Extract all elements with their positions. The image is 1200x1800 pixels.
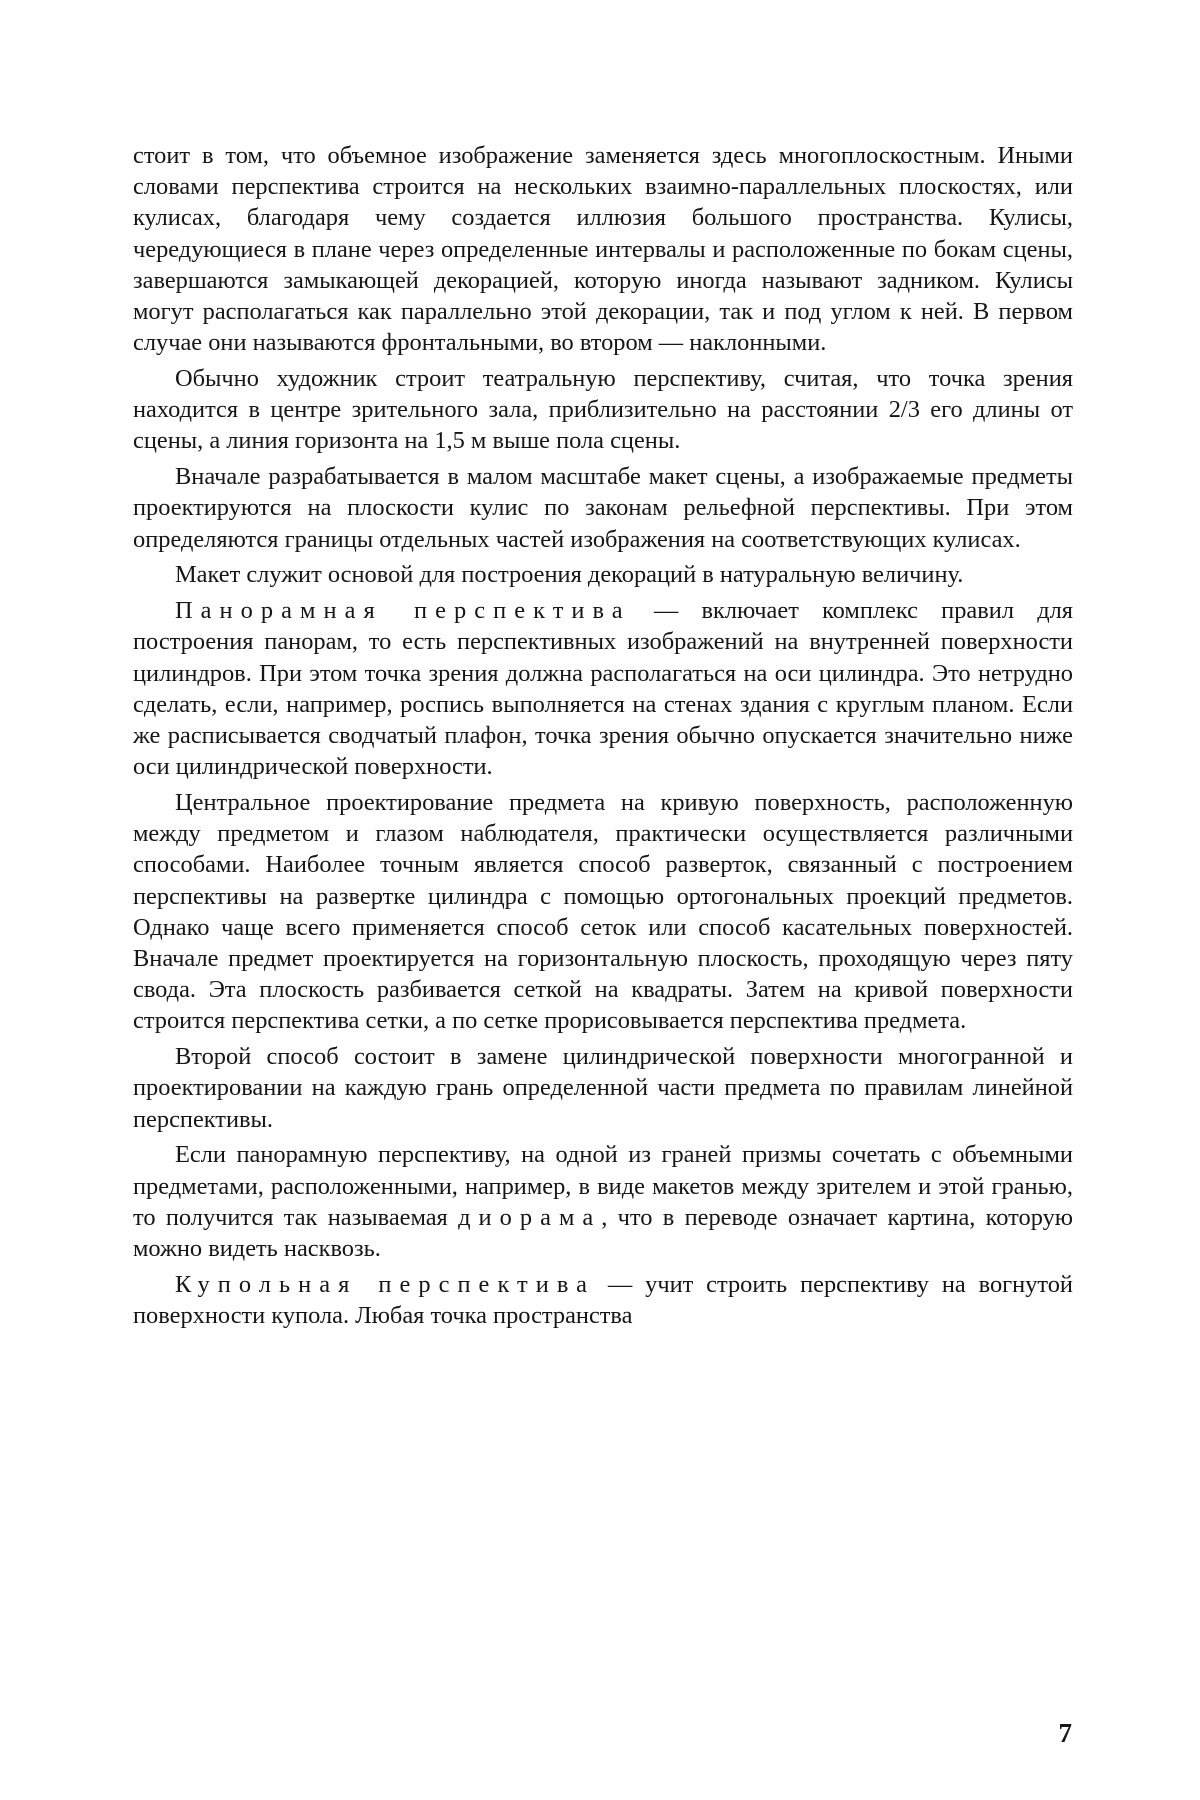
text-run: — включает комплекс правил для построения панорам, то есть перспективных изображений на внутренней поверхности цилиндров. При этом точка зрения должна располагаться на оси цилиндра. Это нетрудно сделать, если, например, роспись выполняется на стенах здания с круглым планом. Если же расписывается сводчатый плафон, точка зрения обычно опускается значительно ниже оси цилиндрической поверхности. (133, 597, 1073, 781)
body-text (133, 140, 1073, 1336)
text-run: стоит в том, что объемное изображение заменяется здесь многоплоскостным. Иными словами перспектива строится на нескольких взаимно-параллельных плоскостях, или кулисах, благодаря чему создается иллюзия большого пространства. Кулисы, чередующиеся в плане через определенные интервалы и расположенные по бокам сцены, завершаются замыкающей декорацией, которую иногда называют задником. Кулисы могут располагаться как параллельно этой декорации, так и под углом к ней. В первом случае они называются фронтальными, во втором — наклонными. (133, 142, 1073, 357)
spaced-term: Купольная перспектива (175, 1270, 595, 1298)
page-number: 7 (1058, 1718, 1072, 1748)
paragraph (133, 461, 1073, 555)
paragraph (133, 1041, 1073, 1135)
paragraph (133, 140, 1073, 358)
paragraph (133, 559, 1073, 590)
paragraph (133, 363, 1073, 457)
paragraph (133, 595, 1073, 782)
text-run: Если панорамную перспективу, на одной из граней призмы сочетать с объемными предметами, расположенными, например, в виде макетов между зрителем и этой гранью, то получится так называемая (133, 1141, 1073, 1231)
text-run: Вначале разрабатывается в малом масштабе макет сцены, а изображаемые предметы проектируются на плоскости кулис по законам рельефной перспективы. При этом определяются границы отдельных частей изображения на соответствующих кулисах. (133, 463, 1073, 553)
text-run: Макет служит основой для построения декораций в натуральную величину. (175, 561, 964, 589)
text-run: Второй способ состоит в замене цилиндрической поверхности многогранной и проектировании на каждую грань определенной части предмета по правилам линейной перспективы. (133, 1043, 1073, 1133)
text-run: Центральное проектирование предмета на кривую поверхность, расположенную между предметом и глазом наблюдателя, практически осуществляется различными способами. Наиболее точным является способ разверток, связанный с построением перспективы на развертке цилиндра с помощью ортогональных проекций предметов. Однако чаще всего применяется способ сеток или способ касательных поверхностей. Вначале предмет проектируется на горизонтальную плоскость, проходящую через пяту свода. Эта плоскость разбивается сеткой на квадраты. Затем на кривой поверхности строится перспектива сетки, а по сетке прорисовывается перспектива предмета. (133, 789, 1073, 1035)
text-run: — учит строить перспективу на вогнутой поверхности купола. Любая точка пространства (133, 1270, 1073, 1330)
paragraph (133, 1139, 1073, 1264)
text-run: , что в переводе означает картина, которую можно видеть насквозь. (133, 1203, 1073, 1263)
spaced-term: диорама (458, 1203, 602, 1231)
paragraph (133, 787, 1073, 1037)
paragraph (133, 1269, 1073, 1331)
spaced-term: Панорамная перспектива (175, 597, 631, 625)
text-run: Обычно художник строит театральную перспективу, считая, что точка зрения находится в центре зрительного зала, приблизительно на расстоянии 2/3 его длины от сцены, а линия горизонта на 1,5 м выше пола сцены. (133, 365, 1073, 455)
